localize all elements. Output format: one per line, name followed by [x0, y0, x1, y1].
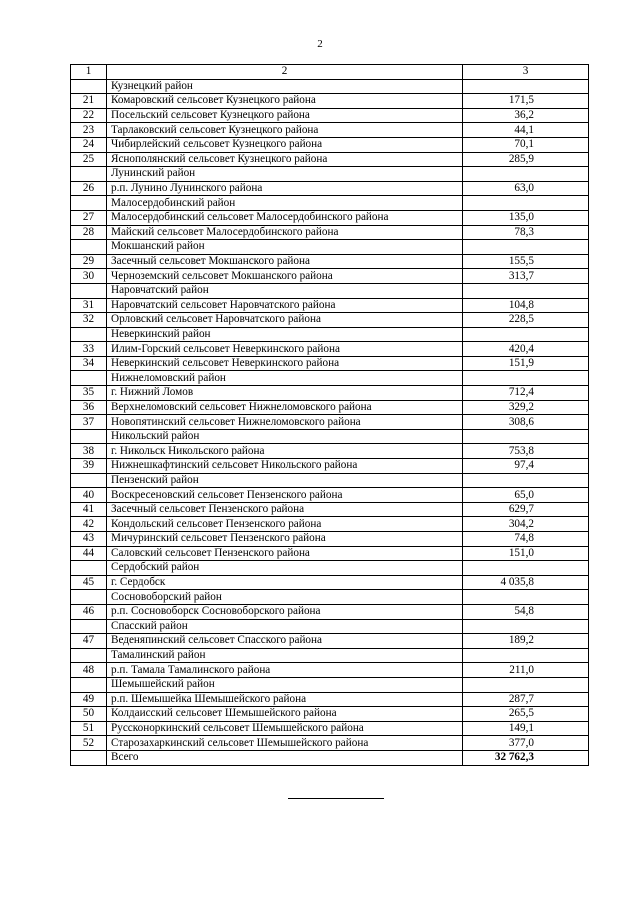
row-value: 36,2	[463, 108, 589, 123]
row-value: 171,5	[463, 94, 589, 109]
row-value: 74,8	[463, 532, 589, 547]
row-value: 753,8	[463, 444, 589, 459]
row-number	[71, 283, 107, 298]
row-number	[71, 750, 107, 765]
table-row	[71, 488, 589, 503]
row-value: 70,1	[463, 137, 589, 152]
row-number: 40	[71, 488, 107, 503]
district-name: Спасский район	[107, 619, 463, 634]
row-number	[71, 619, 107, 634]
row-number	[71, 371, 107, 386]
district-name: Тамалинский район	[107, 648, 463, 663]
row-number: 35	[71, 386, 107, 401]
row-number: 47	[71, 634, 107, 649]
row-value: 228,5	[463, 313, 589, 328]
row-value: 54,8	[463, 604, 589, 619]
row-value: 377,0	[463, 736, 589, 751]
row-number: 39	[71, 459, 107, 474]
row-value	[463, 473, 589, 488]
row-number: 32	[71, 313, 107, 328]
row-number: 41	[71, 502, 107, 517]
table-row	[71, 532, 589, 547]
district-row	[71, 79, 589, 94]
row-value	[463, 327, 589, 342]
header-cell-number: 1	[71, 65, 107, 80]
municipality-name: Неверкинский сельсовет Неверкинского района	[107, 356, 463, 371]
district-name: Мокшанский район	[107, 240, 463, 255]
municipality-name: Воскресеновский сельсовет Пензенского района	[107, 488, 463, 503]
row-value	[463, 196, 589, 211]
table-row	[71, 225, 589, 240]
table-row	[71, 108, 589, 123]
municipality-name: Руссконоркинский сельсовет Шемышейского района	[107, 721, 463, 736]
row-number	[71, 429, 107, 444]
district-name: Малосердобинский район	[107, 196, 463, 211]
table-row	[71, 502, 589, 517]
table-row	[71, 575, 589, 590]
municipality-name: г. Сердобск	[107, 575, 463, 590]
row-value: 265,5	[463, 707, 589, 722]
table-row	[71, 94, 589, 109]
row-number: 28	[71, 225, 107, 240]
table-row	[71, 707, 589, 722]
table-row	[71, 123, 589, 138]
district-row	[71, 648, 589, 663]
table-row	[71, 517, 589, 532]
district-name: Наровчатский район	[107, 283, 463, 298]
row-number: 51	[71, 721, 107, 736]
table-header-row	[71, 65, 589, 80]
municipality-name: Тарлаковский сельсовет Кузнецкого района	[107, 123, 463, 138]
municipality-name: Мичуринский сельсовет Пензенского района	[107, 532, 463, 547]
row-number: 23	[71, 123, 107, 138]
row-number	[71, 590, 107, 605]
table-row	[71, 604, 589, 619]
row-number: 52	[71, 736, 107, 751]
row-value: 135,0	[463, 210, 589, 225]
row-value: 63,0	[463, 181, 589, 196]
row-value	[463, 79, 589, 94]
row-value	[463, 590, 589, 605]
district-row	[71, 167, 589, 182]
district-row	[71, 327, 589, 342]
row-value	[463, 429, 589, 444]
row-number: 44	[71, 546, 107, 561]
district-name: Никольский район	[107, 429, 463, 444]
row-value: 155,5	[463, 254, 589, 269]
row-value: 104,8	[463, 298, 589, 313]
district-name: Сосновоборский район	[107, 590, 463, 605]
district-row	[71, 590, 589, 605]
municipality-name: Веденяпинский сельсовет Спасского района	[107, 634, 463, 649]
table-row	[71, 269, 589, 284]
row-number: 36	[71, 400, 107, 415]
municipality-name: Старозахаркинский сельсовет Шемышейского района	[107, 736, 463, 751]
municipality-name: Малосердобинский сельсовет Малосердобинского района	[107, 210, 463, 225]
district-row	[71, 473, 589, 488]
row-value	[463, 240, 589, 255]
table-row	[71, 137, 589, 152]
municipality-name: Засечный сельсовет Мокшанского района	[107, 254, 463, 269]
table-row	[71, 152, 589, 167]
table-body	[71, 65, 589, 766]
header-cell-name: 2	[107, 65, 463, 80]
row-value: 65,0	[463, 488, 589, 503]
row-value	[463, 371, 589, 386]
municipality-name: р.п. Лунино Лунинского района	[107, 181, 463, 196]
row-number: 31	[71, 298, 107, 313]
row-value: 151,9	[463, 356, 589, 371]
row-number: 24	[71, 137, 107, 152]
district-row	[71, 283, 589, 298]
row-number: 49	[71, 692, 107, 707]
municipality-name: Новопятинский сельсовет Нижнеломовского района	[107, 415, 463, 430]
municipality-name: Комаровский сельсовет Кузнецкого района	[107, 94, 463, 109]
table-row	[71, 444, 589, 459]
row-value: 149,1	[463, 721, 589, 736]
row-value: 308,6	[463, 415, 589, 430]
row-number: 48	[71, 663, 107, 678]
district-name: Лунинский район	[107, 167, 463, 182]
row-value: 313,7	[463, 269, 589, 284]
municipality-name: р.п. Шемышейка Шемышейского района	[107, 692, 463, 707]
municipality-name: Кондольский сельсовет Пензенского района	[107, 517, 463, 532]
municipality-name: Орловский сельсовет Наровчатского района	[107, 313, 463, 328]
district-row	[71, 619, 589, 634]
row-value: 420,4	[463, 342, 589, 357]
district-row	[71, 240, 589, 255]
row-value: 44,1	[463, 123, 589, 138]
row-number: 26	[71, 181, 107, 196]
row-value: 4 035,8	[463, 575, 589, 590]
row-value: 712,4	[463, 386, 589, 401]
row-number	[71, 648, 107, 663]
municipality-name: Посельский сельсовет Кузнецкого района	[107, 108, 463, 123]
row-number: 25	[71, 152, 107, 167]
row-value	[463, 648, 589, 663]
district-row	[71, 429, 589, 444]
municipality-name: Черноземский сельсовет Мокшанского района	[107, 269, 463, 284]
row-number: 27	[71, 210, 107, 225]
allocation-table	[70, 64, 589, 766]
table-row	[71, 356, 589, 371]
row-number: 29	[71, 254, 107, 269]
row-number	[71, 79, 107, 94]
municipality-name: Наровчатский сельсовет Наровчатского района	[107, 298, 463, 313]
municipality-name: Саловский сельсовет Пензенского района	[107, 546, 463, 561]
row-number: 22	[71, 108, 107, 123]
district-name: Шемышейский район	[107, 677, 463, 692]
row-number	[71, 473, 107, 488]
district-name: Пензенский район	[107, 473, 463, 488]
row-value	[463, 283, 589, 298]
row-value: 629,7	[463, 502, 589, 517]
row-number	[71, 167, 107, 182]
total-row	[71, 750, 589, 765]
municipality-name: Нижнешкафтинский сельсовет Никольского района	[107, 459, 463, 474]
row-number	[71, 677, 107, 692]
municipality-name: р.п. Сосновоборск Сосновоборского района	[107, 604, 463, 619]
district-row	[71, 371, 589, 386]
table-row	[71, 210, 589, 225]
row-number: 50	[71, 707, 107, 722]
row-value	[463, 619, 589, 634]
district-name: Кузнецкий район	[107, 79, 463, 94]
row-value: 189,2	[463, 634, 589, 649]
municipality-name: р.п. Тамала Тамалинского района	[107, 663, 463, 678]
table-row	[71, 546, 589, 561]
row-value: 287,7	[463, 692, 589, 707]
table-row	[71, 663, 589, 678]
district-row	[71, 561, 589, 576]
row-number	[71, 327, 107, 342]
table-row	[71, 459, 589, 474]
row-number: 34	[71, 356, 107, 371]
row-value: 329,2	[463, 400, 589, 415]
closing-line	[288, 798, 384, 799]
row-value: 211,0	[463, 663, 589, 678]
table-row	[71, 313, 589, 328]
row-number: 21	[71, 94, 107, 109]
row-number: 38	[71, 444, 107, 459]
row-value: 151,0	[463, 546, 589, 561]
row-value: 97,4	[463, 459, 589, 474]
district-row	[71, 677, 589, 692]
municipality-name: г. Никольск Никольского района	[107, 444, 463, 459]
header-cell-value: 3	[463, 65, 589, 80]
row-value	[463, 167, 589, 182]
table-row	[71, 692, 589, 707]
row-value	[463, 677, 589, 692]
table-row	[71, 181, 589, 196]
row-value: 78,3	[463, 225, 589, 240]
row-number	[71, 240, 107, 255]
district-name: Нижнеломовский район	[107, 371, 463, 386]
municipality-name: г. Нижний Ломов	[107, 386, 463, 401]
row-number	[71, 561, 107, 576]
table-row	[71, 736, 589, 751]
table-row	[71, 400, 589, 415]
table-row	[71, 254, 589, 269]
row-number: 43	[71, 532, 107, 547]
row-value: 304,2	[463, 517, 589, 532]
row-value: 32 762,3	[463, 750, 589, 765]
row-value: 285,9	[463, 152, 589, 167]
table-row	[71, 342, 589, 357]
district-row	[71, 196, 589, 211]
district-name: Сердобский район	[107, 561, 463, 576]
row-number: 33	[71, 342, 107, 357]
row-number: 30	[71, 269, 107, 284]
municipality-name: Колдаисский сельсовет Шемышейского района	[107, 707, 463, 722]
table-row	[71, 415, 589, 430]
table-row	[71, 386, 589, 401]
table-row	[71, 298, 589, 313]
page-number: 2	[317, 38, 323, 50]
row-number: 37	[71, 415, 107, 430]
municipality-name: Майский сельсовет Малосердобинского района	[107, 225, 463, 240]
municipality-name: Верхнеломовский сельсовет Нижнеломовского района	[107, 400, 463, 415]
district-name: Неверкинский район	[107, 327, 463, 342]
table-row	[71, 634, 589, 649]
row-number: 45	[71, 575, 107, 590]
municipality-name: Яснополянский сельсовет Кузнецкого района	[107, 152, 463, 167]
municipality-name: Чибирлейский сельсовет Кузнецкого района	[107, 137, 463, 152]
municipality-name: Всего	[107, 750, 463, 765]
table-row	[71, 721, 589, 736]
row-number: 42	[71, 517, 107, 532]
row-value	[463, 561, 589, 576]
municipality-name: Засечный сельсовет Пензенского района	[107, 502, 463, 517]
municipality-name: Илим-Горский сельсовет Неверкинского района	[107, 342, 463, 357]
row-number: 46	[71, 604, 107, 619]
row-number	[71, 196, 107, 211]
